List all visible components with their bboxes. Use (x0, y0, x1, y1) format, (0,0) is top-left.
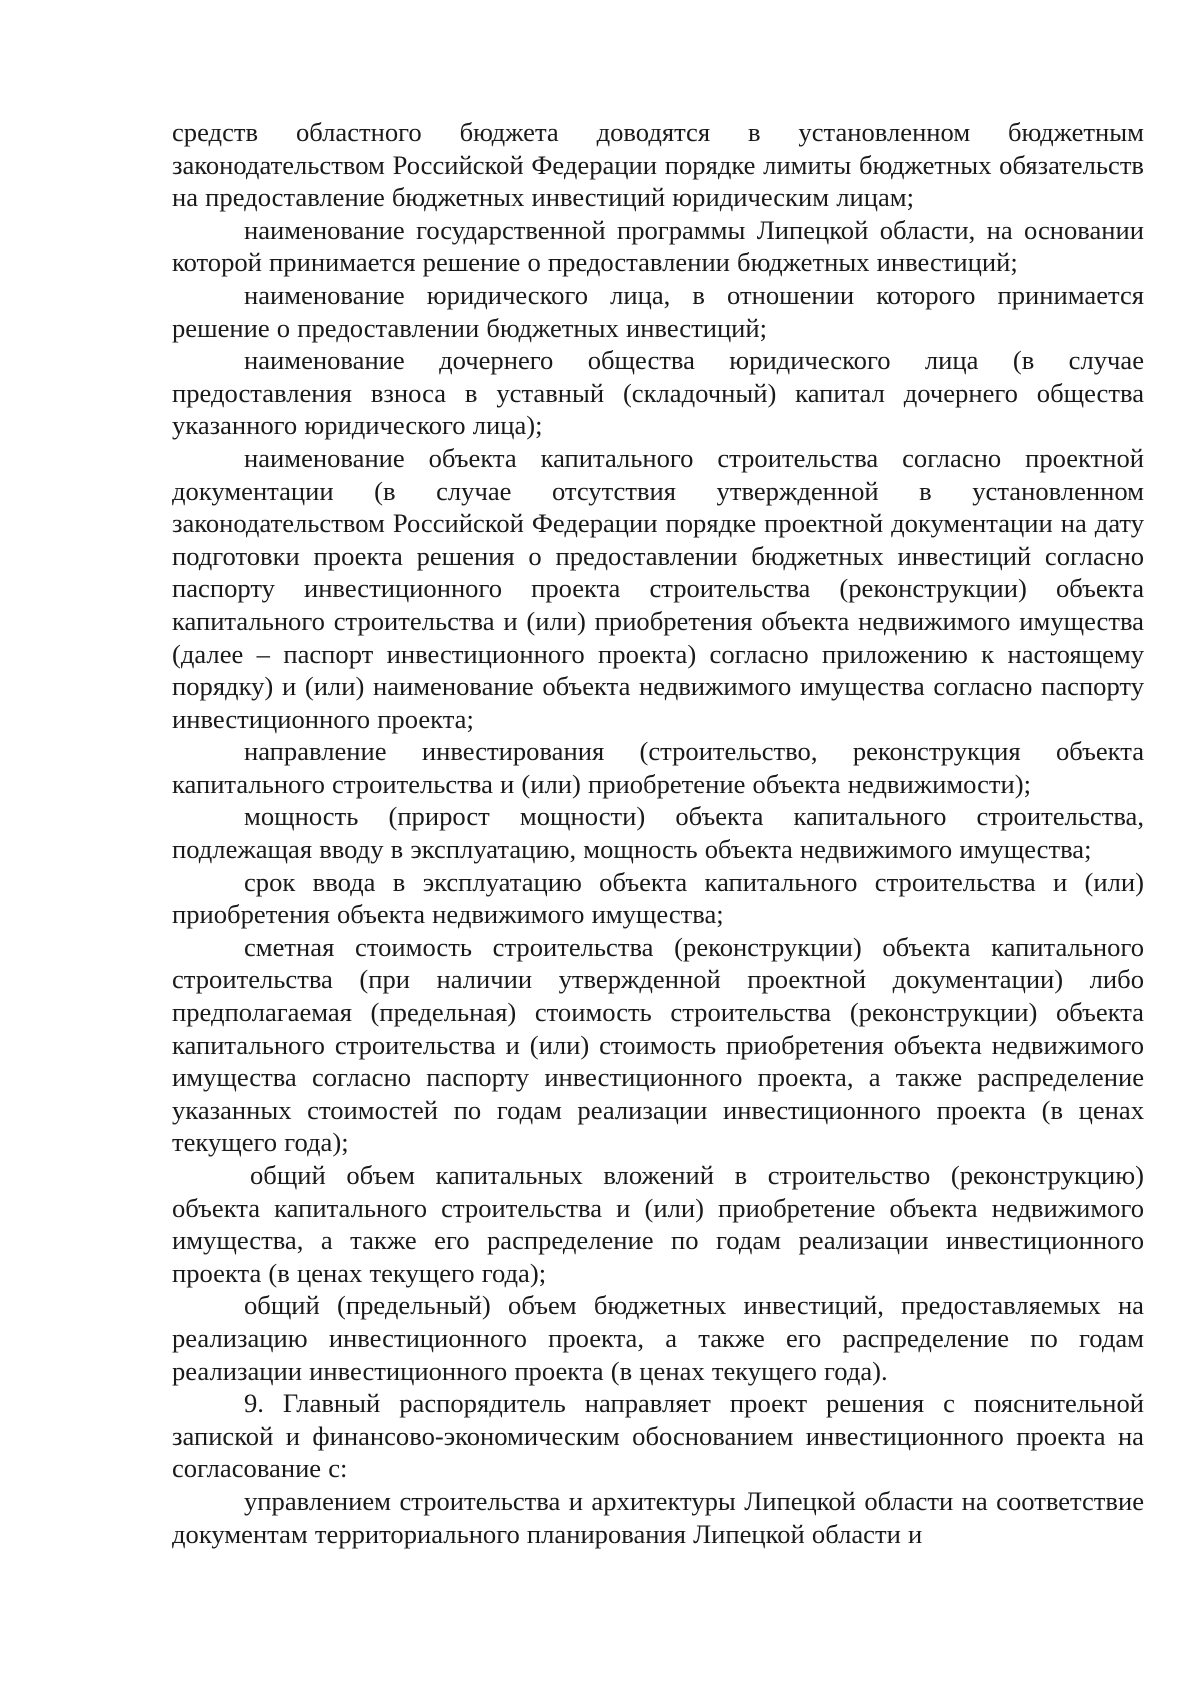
paragraph-estimated-cost: сметная стоимость строительства (реконструкции) объекта капитального строительства (при наличии утвержденной проектной документации) либо предполагаемая (предельная) стоимость строительства (реконструкции) объекта капитального строительства и (или) стоимость приобретения объекта недвижимого имущества согласно паспорту инвестиционного проекта, а также распределение указанных стоимостей по годам реализации инвестиционного проекта (в ценах текущего года); (172, 931, 1144, 1158)
paragraph-legal-entity: наименование юридического лица, в отношении которого принимается решение о предоставлении бюджетных инвестиций; (172, 279, 1144, 343)
paragraph-investment-direction: направление инвестирования (строительство, реконструкция объекта капитального строительства и (или) приобретение объекта недвижимости); (172, 736, 1144, 799)
paragraph-construction-object: наименование объекта капитального строительства согласно проектной документации (в случае отсутствия утвержденной в установленном законодательством Российской Федерации порядке проектной документации на дату подготовки проекта решения о предоставлении бюджетных инвестиций согласно паспорту инвестиционного проекта строительства (реконструкции) объекта капитального строительства и (или) приобретения объекта недвижимого имущества (далее – паспорт инвестиционного проекта) согласно приложению к настоящему порядку) и (или) наименование объекта недвижимого имущества согласно паспорту инвестиционного проекта; (172, 442, 1144, 734)
paragraph-state-program: наименование государственной программы Липецкой области, на основании которой принимается решение о предоставлении бюджетных инвестиций; (172, 214, 1144, 278)
paragraph-capital-investment-volume: общий объем капитальных вложений в строительство (реконструкцию) объекта капитального строительства и (или) приобретение объекта недвижимого имущества, а также его распределение по годам реализации инвестиционного проекта (в ценах текущего года); (172, 1160, 1144, 1288)
paragraph-budget-investment-volume: общий (предельный) объем бюджетных инвестиций, предоставляемых на реализацию инвестиционного проекта, а также его распределение по годам реализации инвестиционного проекта (в ценах текущего года). (172, 1290, 1144, 1386)
paragraph-architecture-department: управлением строительства и архитектуры Липецкой области на соответствие документам территориального планирования Липецкой области и (172, 1485, 1144, 1549)
paragraph-subsidiary: наименование дочернего общества юридического лица (в случае предоставления взноса в уставный (складочный) капитал дочернего общества указанного юридического лица); (172, 345, 1144, 441)
document-page (172, 116, 1144, 1550)
paragraph-item-9: 9. Главный распорядитель направляет проект решения с пояснительной запиской и финансово-экономическим обоснованием инвестиционного проекта на согласование с: (172, 1388, 1144, 1484)
paragraph-capacity: мощность (прирост мощности) объекта капитального строительства, подлежащая вводу в эксплуатацию, мощность объекта недвижимого имущества; (172, 801, 1144, 865)
paragraph-budget-limits: средств областного бюджета доводятся в установленном бюджетным законодательством Российской Федерации порядке лимиты бюджетных обязательств на предоставление бюджетных инвестиций юридическим лицам; (172, 117, 1144, 213)
paragraph-commissioning-date: срок ввода в эксплуатацию объекта капитального строительства и (или) приобретения объекта недвижимого имущества; (172, 866, 1144, 930)
